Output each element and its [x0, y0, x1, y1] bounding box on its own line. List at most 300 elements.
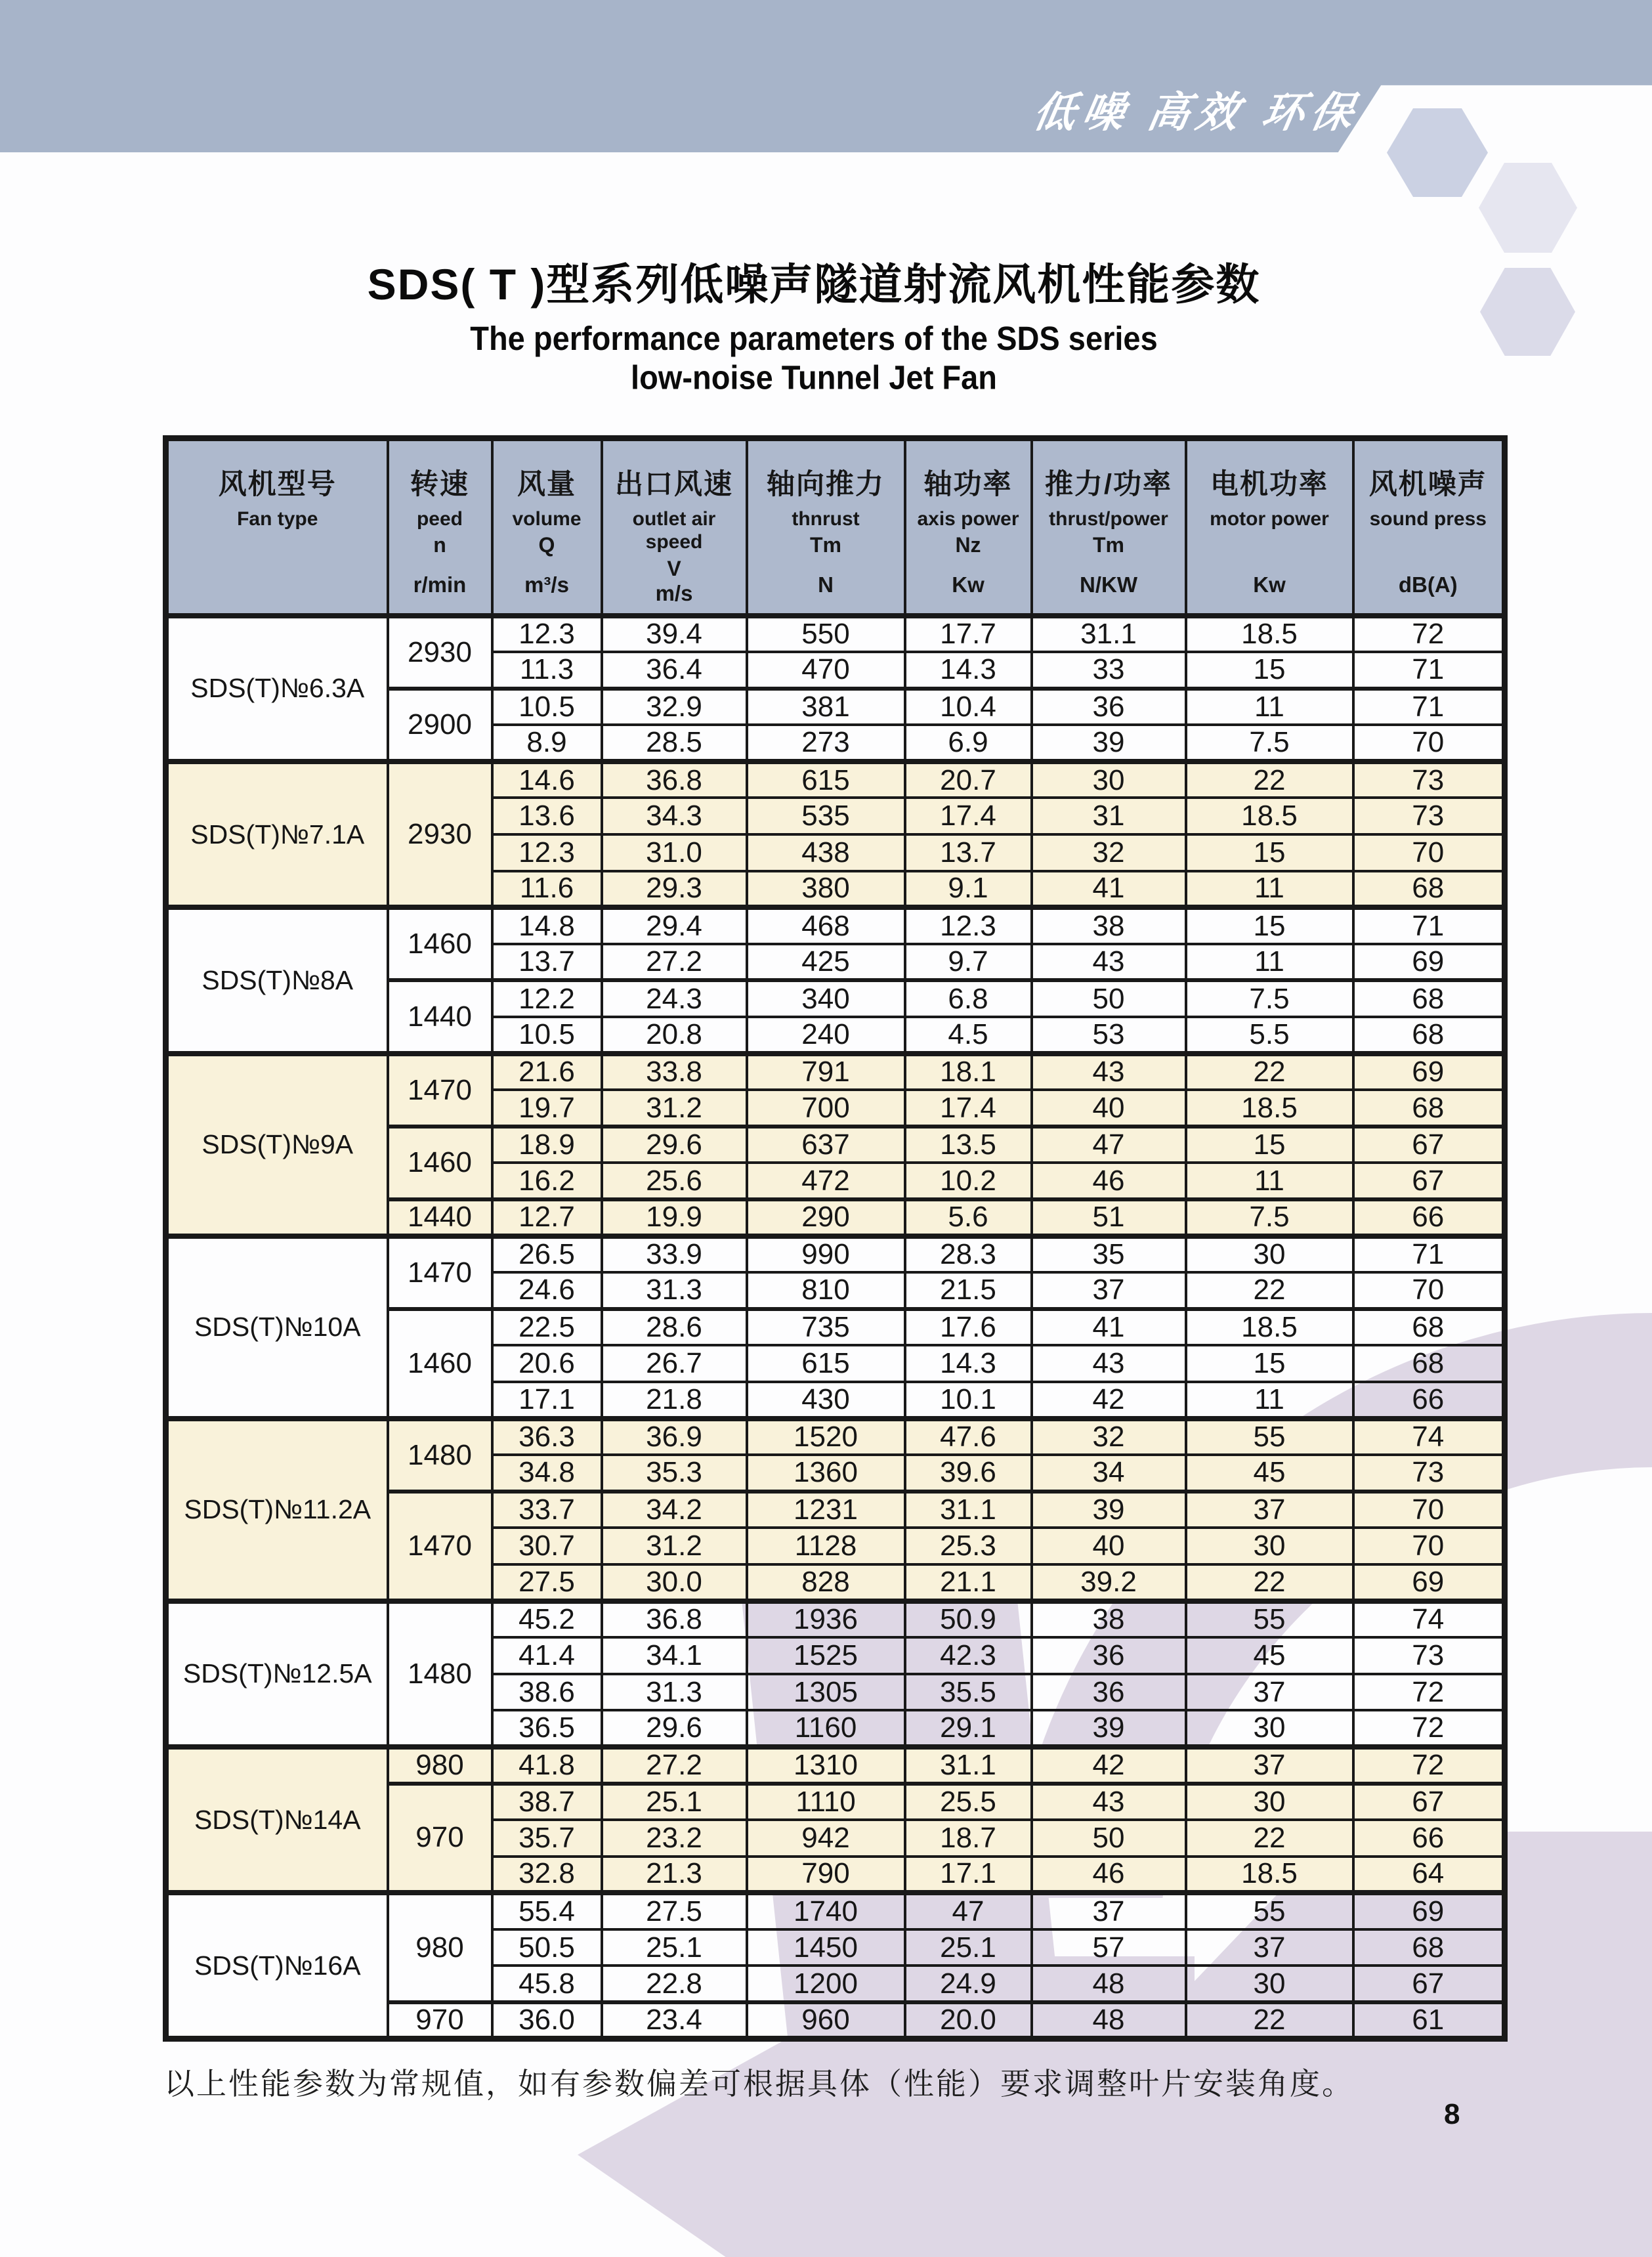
- speed-cell: 1470: [388, 1492, 492, 1601]
- table-wrapper: [163, 435, 1508, 2042]
- value-cell: 43: [1032, 1345, 1186, 1382]
- value-cell: 11.6: [492, 871, 602, 908]
- value-cell: 66: [1353, 1199, 1505, 1236]
- value-cell: 27.5: [492, 1564, 602, 1601]
- table-row: [166, 907, 1505, 944]
- value-cell: 21.5: [905, 1272, 1032, 1309]
- value-cell: 31.0: [602, 834, 747, 871]
- value-cell: 1110: [747, 1784, 905, 1820]
- value-cell: 1128: [747, 1528, 905, 1564]
- value-cell: 37: [1032, 1893, 1186, 1929]
- value-cell: 1160: [747, 1710, 905, 1747]
- model-cell: SDS(T)№14A: [166, 1747, 388, 1893]
- model-cell: SDS(T)№12.5A: [166, 1601, 388, 1747]
- value-cell: 50.5: [492, 1929, 602, 1966]
- value-cell: 6.9: [905, 725, 1032, 762]
- speed-cell: 1480: [388, 1419, 492, 1492]
- value-cell: 22: [1186, 1564, 1353, 1601]
- value-cell: 33.9: [602, 1236, 747, 1273]
- speed-cell: 2900: [388, 689, 492, 762]
- value-cell: 25.1: [602, 1929, 747, 1966]
- value-cell: 57: [1032, 1929, 1186, 1966]
- value-cell: 472: [747, 1163, 905, 1199]
- value-cell: 791: [747, 1054, 905, 1090]
- value-cell: 71: [1353, 907, 1505, 944]
- value-cell: 66: [1353, 1820, 1505, 1857]
- page-title-en: [0, 320, 1628, 397]
- value-cell: 55: [1186, 1419, 1353, 1455]
- speed-cell: 1480: [388, 1601, 492, 1747]
- value-cell: 25.5: [905, 1784, 1032, 1820]
- value-cell: 42: [1032, 1747, 1186, 1784]
- value-cell: 550: [747, 616, 905, 653]
- value-cell: 34: [1032, 1455, 1186, 1492]
- value-cell: 24.6: [492, 1272, 602, 1309]
- value-cell: 36.5: [492, 1710, 602, 1747]
- value-cell: 990: [747, 1236, 905, 1273]
- value-cell: 25.6: [602, 1163, 747, 1199]
- value-cell: 31.1: [905, 1492, 1032, 1528]
- value-cell: 70: [1353, 1528, 1505, 1564]
- value-cell: 1305: [747, 1674, 905, 1711]
- table-row: [166, 1054, 1505, 1090]
- value-cell: 1200: [747, 1966, 905, 2002]
- banner-slogan: 低噪 高效 环保: [1029, 89, 1364, 136]
- value-cell: 18.5: [1186, 616, 1353, 653]
- table-row: [166, 762, 1505, 798]
- value-cell: 35: [1032, 1236, 1186, 1273]
- value-cell: 70: [1353, 834, 1505, 871]
- value-cell: 20.8: [602, 1017, 747, 1054]
- value-cell: 31.1: [905, 1747, 1032, 1784]
- value-cell: 11.3: [492, 652, 602, 689]
- value-cell: 48: [1032, 2002, 1186, 2039]
- value-cell: 8.9: [492, 725, 602, 762]
- value-cell: 430: [747, 1382, 905, 1419]
- value-cell: 73: [1353, 798, 1505, 834]
- value-cell: 11: [1186, 871, 1353, 908]
- value-cell: 51: [1032, 1199, 1186, 1236]
- value-cell: 69: [1353, 1054, 1505, 1090]
- value-cell: 30: [1186, 1784, 1353, 1820]
- value-cell: 23.2: [602, 1820, 747, 1857]
- speed-cell: 1460: [388, 907, 492, 980]
- value-cell: 4.5: [905, 1017, 1032, 1054]
- value-cell: 34.3: [602, 798, 747, 834]
- value-cell: 18.5: [1186, 1309, 1353, 1346]
- value-cell: 46: [1032, 1163, 1186, 1199]
- value-cell: 11: [1186, 944, 1353, 981]
- value-cell: 29.6: [602, 1127, 747, 1163]
- value-cell: 1310: [747, 1747, 905, 1784]
- value-cell: 828: [747, 1564, 905, 1601]
- value-cell: 68: [1353, 871, 1505, 908]
- value-cell: 30: [1186, 1236, 1353, 1273]
- value-cell: 21.8: [602, 1382, 747, 1419]
- table-row: [166, 1601, 1505, 1638]
- header-col-7: 电机功率 motor power Kw: [1186, 439, 1353, 616]
- value-cell: 22.8: [602, 1966, 747, 2002]
- value-cell: 68: [1353, 980, 1505, 1017]
- table-row: [166, 1236, 1505, 1273]
- value-cell: 39: [1032, 1710, 1186, 1747]
- value-cell: 68: [1353, 1929, 1505, 1966]
- value-cell: 1231: [747, 1492, 905, 1528]
- speed-cell: 2930: [388, 762, 492, 907]
- value-cell: 340: [747, 980, 905, 1017]
- value-cell: 35.3: [602, 1455, 747, 1492]
- value-cell: 30: [1032, 762, 1186, 798]
- value-cell: 36: [1032, 1637, 1186, 1674]
- value-cell: 55: [1186, 1601, 1353, 1638]
- value-cell: 31.1: [1032, 616, 1186, 653]
- value-cell: 30: [1186, 1710, 1353, 1747]
- hexagon-icon: [1479, 163, 1577, 253]
- header-col-6: 推力/功率 thrust/power Tm N/KW: [1032, 439, 1186, 616]
- value-cell: 17.1: [905, 1857, 1032, 1893]
- model-cell: SDS(T)№11.2A: [166, 1419, 388, 1601]
- page-number: 8: [1444, 2098, 1460, 2130]
- value-cell: 7.5: [1186, 725, 1353, 762]
- header-col-8: 风机噪声 sound press dB(A): [1353, 439, 1505, 616]
- hexagon-icon: [1387, 108, 1488, 197]
- value-cell: 12.3: [492, 616, 602, 653]
- table-row: [166, 1419, 1505, 1455]
- value-cell: 637: [747, 1127, 905, 1163]
- value-cell: 25.1: [905, 1929, 1032, 1966]
- value-cell: 21.1: [905, 1564, 1032, 1601]
- value-cell: 960: [747, 2002, 905, 2039]
- value-cell: 36.8: [602, 762, 747, 798]
- value-cell: 35.5: [905, 1674, 1032, 1711]
- value-cell: 28.3: [905, 1236, 1032, 1273]
- header-col-4: 轴向推力 thnrust Tm N: [747, 439, 905, 616]
- value-cell: 18.5: [1186, 798, 1353, 834]
- page-title-en-line2: low-noise Tunnel Jet Fan: [631, 358, 997, 396]
- value-cell: 25.1: [602, 1784, 747, 1820]
- value-cell: 40: [1032, 1090, 1186, 1127]
- value-cell: 38: [1032, 1601, 1186, 1638]
- value-cell: 18.1: [905, 1054, 1032, 1090]
- value-cell: 31.3: [602, 1272, 747, 1309]
- value-cell: 13.7: [905, 834, 1032, 871]
- value-cell: 14.6: [492, 762, 602, 798]
- value-cell: 72: [1353, 1710, 1505, 1747]
- value-cell: 15: [1186, 652, 1353, 689]
- value-cell: 18.5: [1186, 1090, 1353, 1127]
- value-cell: 1740: [747, 1893, 905, 1929]
- value-cell: 36.8: [602, 1601, 747, 1638]
- page-title-zh: SDS( T )型系列低噪声隧道射流风机性能参数: [367, 260, 1261, 309]
- value-cell: 381: [747, 689, 905, 725]
- value-cell: 38.6: [492, 1674, 602, 1711]
- value-cell: 70: [1353, 1492, 1505, 1528]
- value-cell: 17.6: [905, 1309, 1032, 1346]
- value-cell: 22: [1186, 1820, 1353, 1857]
- value-cell: 29.4: [602, 907, 747, 944]
- value-cell: 71: [1353, 1236, 1505, 1273]
- value-cell: 70: [1353, 725, 1505, 762]
- value-cell: 20.7: [905, 762, 1032, 798]
- value-cell: 47: [905, 1893, 1032, 1929]
- speed-cell: 1470: [388, 1236, 492, 1309]
- value-cell: 23.4: [602, 2002, 747, 2039]
- value-cell: 36.9: [602, 1419, 747, 1455]
- value-cell: 42: [1032, 1382, 1186, 1419]
- value-cell: 43: [1032, 944, 1186, 981]
- value-cell: 39: [1032, 1492, 1186, 1528]
- value-cell: 33: [1032, 652, 1186, 689]
- value-cell: 11: [1186, 1382, 1353, 1419]
- model-cell: SDS(T)№16A: [166, 1893, 388, 2038]
- value-cell: 37: [1186, 1492, 1353, 1528]
- value-cell: 17.4: [905, 798, 1032, 834]
- value-cell: 13.7: [492, 944, 602, 981]
- value-cell: 273: [747, 725, 905, 762]
- header-col-0: 风机型号 Fan type: [166, 439, 388, 616]
- value-cell: 37: [1186, 1929, 1353, 1966]
- speed-cell: 1440: [388, 980, 492, 1053]
- speed-cell: 970: [388, 1784, 492, 1893]
- value-cell: 25.3: [905, 1528, 1032, 1564]
- value-cell: 70: [1353, 1272, 1505, 1309]
- value-cell: 69: [1353, 1893, 1505, 1929]
- value-cell: 29.6: [602, 1710, 747, 1747]
- value-cell: 31.2: [602, 1528, 747, 1564]
- value-cell: 10.5: [492, 1017, 602, 1054]
- value-cell: 31.3: [602, 1674, 747, 1711]
- value-cell: 28.6: [602, 1309, 747, 1346]
- speed-cell: 970: [388, 2002, 492, 2039]
- page-title-en-line1: The performance parameters of the SDS series: [470, 319, 1158, 357]
- value-cell: 50: [1032, 1820, 1186, 1857]
- table-row: [166, 1747, 1505, 1784]
- value-cell: 28.5: [602, 725, 747, 762]
- value-cell: 700: [747, 1090, 905, 1127]
- value-cell: 73: [1353, 762, 1505, 798]
- value-cell: 37: [1186, 1747, 1353, 1784]
- value-cell: 42.3: [905, 1637, 1032, 1674]
- value-cell: 535: [747, 798, 905, 834]
- value-cell: 615: [747, 1345, 905, 1382]
- value-cell: 17.4: [905, 1090, 1032, 1127]
- value-cell: 36.3: [492, 1419, 602, 1455]
- header-col-2: 风量 volume Q m³/s: [492, 439, 602, 616]
- value-cell: 41.8: [492, 1747, 602, 1784]
- value-cell: 9.7: [905, 944, 1032, 981]
- model-cell: SDS(T)№8A: [166, 907, 388, 1053]
- value-cell: 36.0: [492, 2002, 602, 2039]
- table-row: [166, 1893, 1505, 1929]
- fan-table-body: [166, 616, 1505, 2039]
- value-cell: 9.1: [905, 871, 1032, 908]
- value-cell: 5.6: [905, 1199, 1032, 1236]
- value-cell: 30: [1186, 1528, 1353, 1564]
- value-cell: 10.2: [905, 1163, 1032, 1199]
- value-cell: 17.7: [905, 616, 1032, 653]
- value-cell: 22: [1186, 1272, 1353, 1309]
- value-cell: 31: [1032, 798, 1186, 834]
- value-cell: 33.7: [492, 1492, 602, 1528]
- value-cell: 68: [1353, 1345, 1505, 1382]
- value-cell: 15: [1186, 1345, 1353, 1382]
- value-cell: 41: [1032, 871, 1186, 908]
- value-cell: 21.3: [602, 1857, 747, 1893]
- value-cell: 24.3: [602, 980, 747, 1017]
- speed-cell: 980: [388, 1747, 492, 1784]
- value-cell: 14.3: [905, 652, 1032, 689]
- value-cell: 39.2: [1032, 1564, 1186, 1601]
- value-cell: 6.8: [905, 980, 1032, 1017]
- value-cell: 10.4: [905, 689, 1032, 725]
- performance-table: [163, 435, 1508, 2042]
- value-cell: 7.5: [1186, 980, 1353, 1017]
- value-cell: 38: [1032, 907, 1186, 944]
- value-cell: 61: [1353, 2002, 1505, 2039]
- value-cell: 66: [1353, 1382, 1505, 1419]
- value-cell: 31.2: [602, 1090, 747, 1127]
- value-cell: 36: [1032, 1674, 1186, 1711]
- value-cell: 53: [1032, 1017, 1186, 1054]
- value-cell: 45: [1186, 1455, 1353, 1492]
- value-cell: 39.4: [602, 616, 747, 653]
- value-cell: 69: [1353, 1564, 1505, 1601]
- value-cell: 5.5: [1186, 1017, 1353, 1054]
- value-cell: 35.7: [492, 1820, 602, 1857]
- value-cell: 10.1: [905, 1382, 1032, 1419]
- speed-cell: 1460: [388, 1127, 492, 1199]
- value-cell: 16.2: [492, 1163, 602, 1199]
- value-cell: 26.5: [492, 1236, 602, 1273]
- value-cell: 39.6: [905, 1455, 1032, 1492]
- value-cell: 32: [1032, 834, 1186, 871]
- value-cell: 12.3: [492, 834, 602, 871]
- value-cell: 468: [747, 907, 905, 944]
- value-cell: 27.2: [602, 944, 747, 981]
- value-cell: 11: [1186, 1163, 1353, 1199]
- value-cell: 45.8: [492, 1966, 602, 2002]
- value-cell: 30.0: [602, 1564, 747, 1601]
- value-cell: 240: [747, 1017, 905, 1054]
- value-cell: 50.9: [905, 1601, 1032, 1638]
- value-cell: 10.5: [492, 689, 602, 725]
- value-cell: 22: [1186, 762, 1353, 798]
- value-cell: 50: [1032, 980, 1186, 1017]
- value-cell: 34.1: [602, 1637, 747, 1674]
- value-cell: 1936: [747, 1601, 905, 1638]
- speed-cell: 1460: [388, 1309, 492, 1419]
- value-cell: 27.5: [602, 1893, 747, 1929]
- value-cell: 64: [1353, 1857, 1505, 1893]
- value-cell: 22: [1186, 2002, 1353, 2039]
- value-cell: 27.2: [602, 1747, 747, 1784]
- value-cell: 68: [1353, 1090, 1505, 1127]
- value-cell: 13.6: [492, 798, 602, 834]
- value-cell: 15: [1186, 1127, 1353, 1163]
- value-cell: 67: [1353, 1784, 1505, 1820]
- value-cell: 425: [747, 944, 905, 981]
- value-cell: 43: [1032, 1054, 1186, 1090]
- value-cell: 36: [1032, 689, 1186, 725]
- value-cell: 18.9: [492, 1127, 602, 1163]
- value-cell: 45.2: [492, 1601, 602, 1638]
- speed-cell: 2930: [388, 616, 492, 689]
- value-cell: 68: [1353, 1017, 1505, 1054]
- value-cell: 810: [747, 1272, 905, 1309]
- value-cell: 73: [1353, 1455, 1505, 1492]
- value-cell: 72: [1353, 1674, 1505, 1711]
- value-cell: 29.3: [602, 871, 747, 908]
- value-cell: 20.0: [905, 2002, 1032, 2039]
- value-cell: 438: [747, 834, 905, 871]
- value-cell: 71: [1353, 652, 1505, 689]
- value-cell: 74: [1353, 1419, 1505, 1455]
- value-cell: 942: [747, 1820, 905, 1857]
- value-cell: 48: [1032, 1966, 1186, 2002]
- speed-cell: 1440: [388, 1199, 492, 1236]
- value-cell: 67: [1353, 1163, 1505, 1199]
- value-cell: 22.5: [492, 1309, 602, 1346]
- value-cell: 14.3: [905, 1345, 1032, 1382]
- value-cell: 380: [747, 871, 905, 908]
- value-cell: 68: [1353, 1309, 1505, 1346]
- value-cell: 37: [1186, 1674, 1353, 1711]
- value-cell: 13.5: [905, 1127, 1032, 1163]
- value-cell: 71: [1353, 689, 1505, 725]
- value-cell: 1520: [747, 1419, 905, 1455]
- value-cell: 41.4: [492, 1637, 602, 1674]
- value-cell: 72: [1353, 616, 1505, 653]
- value-cell: 46: [1032, 1857, 1186, 1893]
- value-cell: 30: [1186, 1966, 1353, 2002]
- value-cell: 55: [1186, 1893, 1353, 1929]
- value-cell: 15: [1186, 834, 1353, 871]
- value-cell: 24.9: [905, 1966, 1032, 2002]
- value-cell: 33.8: [602, 1054, 747, 1090]
- value-cell: 72: [1353, 1747, 1505, 1784]
- value-cell: 15: [1186, 907, 1353, 944]
- value-cell: 45: [1186, 1637, 1353, 1674]
- value-cell: 1450: [747, 1929, 905, 1966]
- value-cell: 470: [747, 652, 905, 689]
- value-cell: 12.2: [492, 980, 602, 1017]
- value-cell: 19.9: [602, 1199, 747, 1236]
- value-cell: 29.1: [905, 1710, 1032, 1747]
- value-cell: 55.4: [492, 1893, 602, 1929]
- value-cell: 20.6: [492, 1345, 602, 1382]
- value-cell: 32.9: [602, 689, 747, 725]
- value-cell: 22: [1186, 1054, 1353, 1090]
- value-cell: 12.3: [905, 907, 1032, 944]
- value-cell: 39: [1032, 725, 1186, 762]
- model-cell: SDS(T)№7.1A: [166, 762, 388, 907]
- value-cell: 74: [1353, 1601, 1505, 1638]
- value-cell: 34.2: [602, 1492, 747, 1528]
- value-cell: 19.7: [492, 1090, 602, 1127]
- value-cell: 47: [1032, 1127, 1186, 1163]
- header-col-3: 出口风速 outlet air speed V m/s: [602, 439, 747, 616]
- value-cell: 38.7: [492, 1784, 602, 1820]
- value-cell: 37: [1032, 1272, 1186, 1309]
- speed-cell: 980: [388, 1893, 492, 2002]
- value-cell: 735: [747, 1309, 905, 1346]
- value-cell: 47.6: [905, 1419, 1032, 1455]
- value-cell: 32: [1032, 1419, 1186, 1455]
- footer-note: 以上性能参数为常规值，如有参数偏差可根据具体（性能）要求调整叶片安装角度。: [164, 2066, 1354, 2101]
- header-col-1: 转速 peed n r/min: [388, 439, 492, 616]
- value-cell: 615: [747, 762, 905, 798]
- value-cell: 73: [1353, 1637, 1505, 1674]
